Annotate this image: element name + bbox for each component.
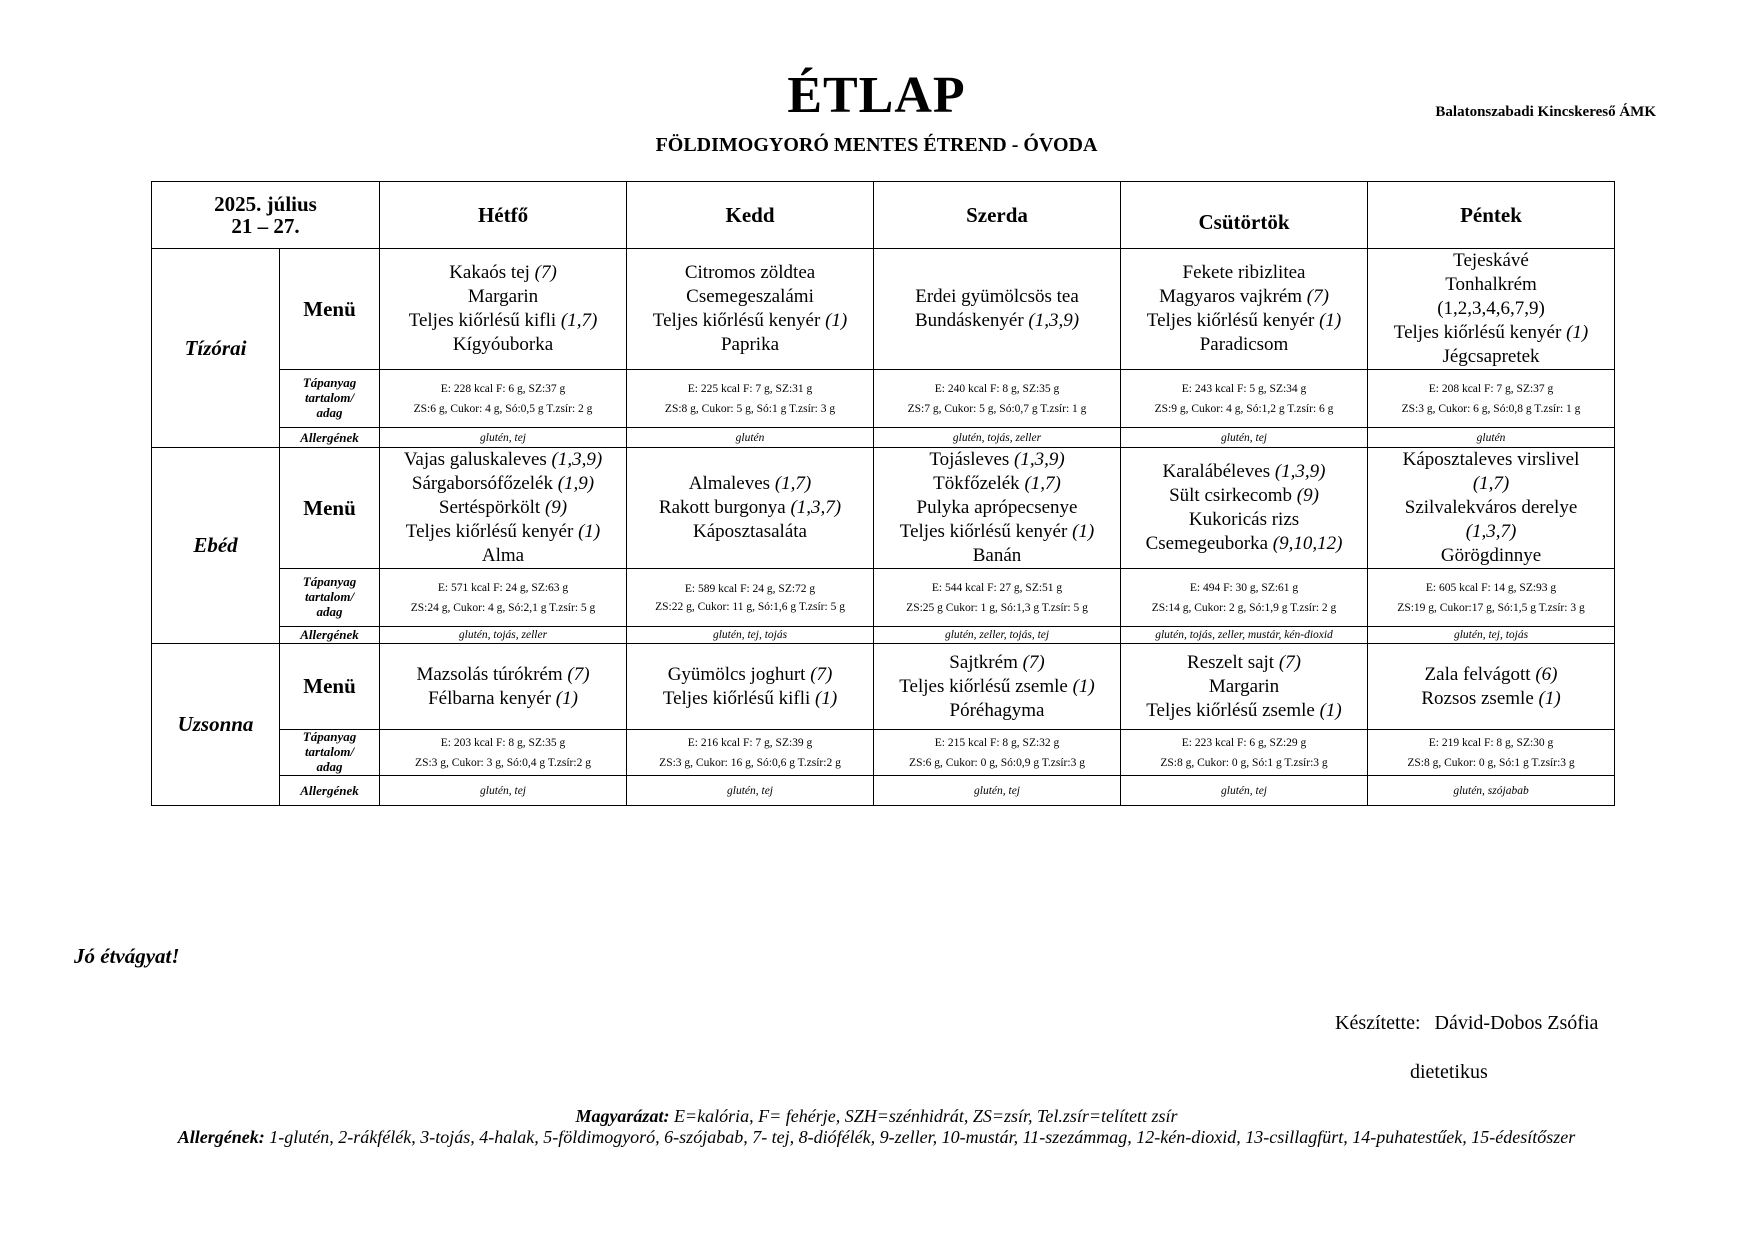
dish-line	[380, 285, 626, 309]
nutrition-line: ZS:8 g, Cukor: 0 g, Só:1 g T.zsír:3 g	[1407, 756, 1575, 769]
nutrition-line: ZS:8 g, Cukor: 0 g, Só:1 g T.zsír:3 g	[1160, 756, 1328, 769]
dish-name: Citromos zöldtea	[684, 262, 816, 283]
row-label-nutrition	[280, 730, 380, 776]
dish-allergen-codes: (6)	[1535, 663, 1558, 685]
nutrition-cell-tuesday	[627, 370, 874, 428]
dish-name: Paradicsom	[1199, 334, 1289, 355]
nutrition-line: ZS:14 g, Cukor: 2 g, Só:1,9 g T.zsír: 2 g	[1151, 601, 1337, 614]
dish-line	[627, 472, 873, 496]
dish-name: Sajtkrém	[949, 651, 1023, 673]
dish-line	[380, 496, 626, 520]
dish-name: Almaleves	[688, 473, 775, 494]
dish-name: Karalábéleves	[1162, 461, 1275, 482]
dish-allergen-codes: (1,3,7)	[790, 497, 842, 518]
row-label-allergens: Allergének	[280, 627, 380, 644]
nutrition-cell-thursday	[1121, 569, 1368, 627]
legend-abbreviations	[90, 1106, 1663, 1127]
dish-line	[627, 520, 873, 544]
page-title: ÉTLAP	[787, 67, 966, 124]
allergen-cell-monday: glutén, tojás, zeller	[380, 627, 627, 644]
dish-line	[1368, 249, 1614, 273]
dish-line	[1121, 484, 1367, 508]
dish-line	[1121, 699, 1367, 723]
row-label-allergens: Allergének	[280, 776, 380, 806]
nutrition-cell-monday	[380, 569, 627, 627]
dish-name: Rozsos zsemle	[1421, 687, 1539, 709]
nutrition-cell-friday	[1368, 569, 1615, 627]
legend	[90, 1106, 1663, 1148]
dish-name: Teljes kiőrlésű kenyér	[899, 521, 1073, 542]
date-days: 21 – 27.	[231, 214, 300, 238]
dish-line	[1368, 687, 1614, 711]
nutrition-line: ZS:22 g, Cukor: 11 g, Só:1,6 g T.zsír: 5 g	[655, 600, 845, 613]
dish-allergen-codes: (7)	[1306, 286, 1329, 307]
nutrition-line: E: 223 kcal F: 6 g, SZ:29 g	[1181, 736, 1307, 749]
nutrition-label-line: Tápanyag	[302, 574, 357, 590]
dish-allergen-codes: (7)	[1278, 651, 1301, 673]
dish-name: Margarin	[1208, 675, 1280, 697]
nutrition-line: E: 219 kcal F: 8 g, SZ:30 g	[1428, 736, 1554, 749]
dish-name: Bundáskenyér	[914, 310, 1029, 331]
dish-line	[380, 448, 626, 472]
dish-line	[1121, 309, 1367, 333]
allergen-cell-thursday: glutén, tej	[1121, 428, 1368, 448]
dish-allergen-codes: (1,7)	[1024, 473, 1061, 494]
nutrition-line: ZS:6 g, Cukor: 4 g, Só:0,5 g T.zsír: 2 g	[413, 402, 593, 415]
dish-line	[380, 309, 626, 333]
nutrition-line: E: 215 kcal F: 8 g, SZ:32 g	[934, 736, 1060, 749]
menu-cell-friday	[1368, 448, 1615, 569]
allergen-cell-wednesday: glutén, tej	[874, 776, 1121, 806]
dish-name: Jégcsapretek	[1442, 346, 1540, 367]
nutrition-row	[152, 730, 1615, 776]
dish-line	[627, 333, 873, 357]
dish-line	[1368, 520, 1614, 544]
allergen-legend-text: 1-glutén, 2-rákfélék, 3-tojás, 4-halak, 5-földimogyoró, 6-szójabab, 7- tej, 8-diófélék, 9-zeller, 10-mustár, 11-szezámmag, 12-kén-dioxid, 13-csillagfürt, 14-puhatestűek, 15-édesítőszer	[269, 1127, 1576, 1147]
header-row	[152, 182, 1615, 249]
dish-line	[1368, 663, 1614, 687]
dish-line	[874, 651, 1120, 675]
meal-name: Uzsonna	[152, 644, 280, 806]
dish-name: Sült csirkecomb	[1169, 485, 1297, 506]
dish-name: Tökfőzelék	[933, 473, 1025, 494]
nutrition-line: ZS:8 g, Cukor: 5 g, Só:1 g T.zsír: 3 g	[664, 402, 836, 415]
page-subtitle: FÖLDIMOGYORÓ MENTES ÉTREND - ÓVODA	[655, 134, 1098, 156]
meal-name: Ebéd	[152, 448, 280, 644]
appetite-wish: Jó étvágyat!	[74, 944, 180, 968]
dish-name: Tejeskávé	[1453, 250, 1529, 271]
dish-name: Erdei gyümölcsös tea	[915, 286, 1079, 307]
dish-line	[1368, 297, 1614, 321]
dish-allergen-codes: (7)	[567, 663, 590, 685]
dish-line	[380, 687, 626, 711]
menu-cell-monday	[380, 448, 627, 569]
menu-row	[152, 448, 1615, 569]
preparer-name: Dávid-Dobos Zsófia	[1434, 1012, 1599, 1034]
dish-name: Banán	[972, 545, 1022, 566]
dish-allergen-codes: (7)	[1022, 651, 1045, 673]
nutrition-line: ZS:3 g, Cukor: 3 g, Só:0,4 g T.zsír:2 g	[415, 756, 591, 769]
dish-line	[627, 261, 873, 285]
menu-cell-friday	[1368, 249, 1615, 370]
dish-line	[380, 333, 626, 357]
day-header-thursday: Csütörtök	[1121, 182, 1368, 249]
dish-line	[1368, 496, 1614, 520]
dish-allergen-codes: (1,7)	[1472, 473, 1510, 494]
row-label-menu: Menü	[280, 644, 380, 730]
nutrition-label-line: Tápanyag	[302, 729, 357, 745]
allergen-row	[152, 627, 1615, 644]
dish-allergen-codes: (1)	[815, 687, 838, 709]
dish-name: Paprika	[720, 334, 780, 355]
dish-name: Teljes kiőrlésű kenyér	[652, 310, 826, 331]
nutrition-line: E: 544 kcal F: 27 g, SZ:51 g	[931, 581, 1063, 594]
allergen-cell-thursday: glutén, tej	[1121, 776, 1368, 806]
nutrition-cell-wednesday	[874, 370, 1121, 428]
nutrition-line: ZS:3 g, Cukor: 6 g, Só:0,8 g T.zsír: 1 g	[1401, 402, 1581, 415]
dish-line	[874, 520, 1120, 544]
nutrition-row	[152, 370, 1615, 428]
dish-line	[874, 496, 1120, 520]
nutrition-line: ZS:6 g, Cukor: 0 g, Só:0,9 g T.zsír:3 g	[909, 756, 1085, 769]
allergen-row	[152, 428, 1615, 448]
dish-line	[380, 544, 626, 568]
dish-name: Teljes kiőrlésű kifli	[408, 310, 561, 331]
dish-name: Kígyóuborka	[452, 334, 554, 355]
dish-name: Teljes kiőrlésű kenyér	[405, 521, 579, 542]
menu-cell-tuesday	[627, 448, 874, 569]
dish-allergen-codes: (1,3,9)	[1028, 310, 1080, 331]
allergen-cell-tuesday: glutén, tej	[627, 776, 874, 806]
dish-allergen-codes: (1)	[555, 687, 578, 709]
dish-line	[1368, 448, 1614, 472]
dish-name: (1,2,3,4,6,7,9)	[1437, 298, 1545, 319]
nutrition-line: E: 571 kcal F: 24 g, SZ:63 g	[437, 581, 569, 594]
nutrition-cell-friday	[1368, 730, 1615, 776]
nutrition-line: E: 494 F: 30 g, SZ:61 g	[1189, 581, 1299, 594]
dish-line	[1121, 532, 1367, 556]
dish-line	[1121, 285, 1367, 309]
dish-name: Tonhalkrém	[1445, 274, 1537, 295]
nutrition-cell-monday	[380, 730, 627, 776]
dish-allergen-codes: (9)	[544, 497, 568, 518]
dish-name: Sárgaborsófőzelék	[411, 473, 558, 494]
nutrition-cell-thursday	[1121, 370, 1368, 428]
nutrition-label-line: Tápanyag	[302, 375, 357, 391]
dish-name: Kakaós tej	[449, 262, 535, 283]
institution-name: Balatonszabadi Kincskereső ÁMK	[1435, 104, 1656, 120]
row-label-nutrition	[280, 370, 380, 428]
menu-cell-thursday	[1121, 249, 1368, 370]
dish-line	[1368, 321, 1614, 345]
allergen-cell-monday: glutén, tej	[380, 776, 627, 806]
nutrition-label-line: adag	[316, 758, 343, 774]
row-label-allergens: Allergének	[280, 428, 380, 448]
dish-allergen-codes: (9)	[1296, 485, 1319, 506]
dish-allergen-codes: (1)	[1319, 310, 1342, 331]
dish-allergen-codes: (7)	[534, 262, 557, 283]
menu-row	[152, 249, 1615, 370]
dish-name: Zala felvágott	[1424, 663, 1536, 685]
allergen-cell-tuesday: glutén	[627, 428, 874, 448]
nutrition-line: E: 225 kcal F: 7 g, SZ:31 g	[687, 382, 813, 395]
dish-line	[380, 472, 626, 496]
dish-name: Sertéspörkölt	[438, 497, 545, 518]
dish-line	[380, 663, 626, 687]
nutrition-line: ZS:19 g, Cukor:17 g, Só:1,5 g T.zsír: 3 g	[1397, 601, 1585, 614]
dish-name: Mazsolás túrókrém	[416, 663, 568, 685]
nutrition-label-line: adag	[316, 603, 343, 619]
dish-name: Pulyka aprópecsenye	[916, 497, 1078, 518]
nutrition-label-line: tartalom/	[304, 589, 355, 605]
dish-line	[627, 687, 873, 711]
dish-name: Alma	[481, 545, 525, 566]
allergen-cell-tuesday: glutén, tej, tojás	[627, 627, 874, 644]
dish-line	[874, 675, 1120, 699]
nutrition-label-line: tartalom/	[304, 390, 355, 406]
dish-line	[1368, 544, 1614, 568]
dish-name: Reszelt sajt	[1187, 651, 1279, 673]
dish-name: Káposztasaláta	[693, 521, 807, 542]
dish-name: Teljes kiőrlésű zsemle	[1146, 699, 1320, 721]
dish-allergen-codes: (1)	[1566, 322, 1589, 343]
allergen-legend-label: Allergének:	[177, 1127, 265, 1147]
dish-line	[1121, 460, 1367, 484]
menu-cell-wednesday	[874, 644, 1121, 730]
dish-name: Félbarna kenyér	[428, 687, 556, 709]
prepared-label: Készítette:	[1335, 1012, 1421, 1034]
dish-name: Póréhagyma	[949, 699, 1045, 721]
nutrition-line: ZS:24 g, Cukor: 4 g, Só:2,1 g T.zsír: 5 g	[410, 601, 596, 614]
dish-name: Káposztaleves virslivel	[1402, 449, 1580, 470]
dish-allergen-codes: (1)	[1319, 699, 1342, 721]
menu-cell-tuesday	[627, 644, 874, 730]
dish-name: Görögdinnye	[1440, 545, 1542, 566]
nutrition-row	[152, 569, 1615, 627]
allergen-cell-friday: glutén	[1368, 428, 1615, 448]
dish-line	[1368, 472, 1614, 496]
nutrition-cell-thursday	[1121, 730, 1368, 776]
dish-allergen-codes: (1,7)	[774, 473, 812, 494]
menu-cell-thursday	[1121, 644, 1368, 730]
date-month: 2025. július	[214, 191, 317, 216]
dish-name: Rakott burgonya	[658, 497, 791, 518]
dish-line	[627, 663, 873, 687]
dish-allergen-codes: (1)	[1072, 521, 1095, 542]
dish-allergen-codes: (1,9)	[557, 473, 595, 494]
dish-allergen-codes: (1)	[578, 521, 601, 542]
nutrition-line: ZS:25 g Cukor: 1 g, Só:1,3 g T.zsír: 5 g	[906, 601, 1088, 614]
dish-name: Vajas galuskaleves	[403, 449, 552, 470]
meal-name: Tízórai	[152, 249, 280, 448]
dish-line	[380, 520, 626, 544]
dish-name: Csemegeuborka	[1145, 533, 1273, 554]
menu-cell-wednesday	[874, 448, 1121, 569]
dish-line	[1121, 675, 1367, 699]
dish-allergen-codes: (1,7)	[560, 310, 598, 331]
day-header-tuesday: Kedd	[627, 182, 874, 249]
dish-name: Tojásleves	[929, 449, 1015, 470]
date-range-cell	[152, 182, 380, 249]
nutrition-line: E: 228 kcal F: 6 g, SZ:37 g	[440, 382, 566, 395]
nutrition-line: ZS:9 g, Cukor: 4 g, Só:1,2 g T.zsír: 6 g	[1154, 402, 1334, 415]
dish-allergen-codes: (1)	[1538, 687, 1561, 709]
dish-allergen-codes: (1)	[825, 310, 848, 331]
dish-line	[627, 309, 873, 333]
dish-line	[380, 261, 626, 285]
dish-line	[874, 309, 1120, 333]
legend-allergens	[90, 1127, 1663, 1148]
day-header-monday: Hétfő	[380, 182, 627, 249]
dish-name: Teljes kiőrlésű kenyér	[1393, 322, 1567, 343]
legend-label: Magyarázat:	[575, 1106, 670, 1126]
allergen-cell-wednesday: glutén, tojás, zeller	[874, 428, 1121, 448]
weekly-menu-table	[151, 181, 1615, 806]
dish-line	[627, 285, 873, 309]
allergen-cell-friday: glutén, tej, tojás	[1368, 627, 1615, 644]
dish-line	[874, 285, 1120, 309]
menu-cell-friday	[1368, 644, 1615, 730]
nutrition-line: E: 203 kcal F: 8 g, SZ:35 g	[440, 736, 566, 749]
dish-name: Teljes kiőrlésű zsemle	[899, 675, 1073, 697]
dish-name: Margarin	[467, 286, 539, 307]
allergen-cell-wednesday: glutén, zeller, tojás, tej	[874, 627, 1121, 644]
legend-text: E=kalória, F= fehérje, SZH=szénhidrát, ZS=zsír, Tel.zsír=telített zsír	[673, 1106, 1178, 1126]
nutrition-label-line: tartalom/	[304, 744, 355, 760]
dish-name: Teljes kiőrlésű kenyér	[1146, 310, 1320, 331]
nutrition-line: E: 240 kcal F: 8 g, SZ:35 g	[934, 382, 1060, 395]
dish-name: Teljes kiőrlésű kifli	[662, 687, 816, 709]
dish-allergen-codes: (9,10,12)	[1272, 533, 1343, 554]
dish-name: Szilvalekváros derelye	[1404, 497, 1578, 518]
day-header-friday: Péntek	[1368, 182, 1615, 249]
dish-allergen-codes: (1,3,9)	[551, 449, 603, 470]
dish-name: Kukoricás rizs	[1188, 509, 1300, 530]
allergen-cell-thursday: glutén, tojás, zeller, mustár, kén-dioxid	[1121, 627, 1368, 644]
dish-allergen-codes: (7)	[810, 663, 833, 685]
menu-row	[152, 644, 1615, 730]
menu-cell-thursday	[1121, 448, 1368, 569]
allergen-row	[152, 776, 1615, 806]
prepared-by	[1335, 1012, 1598, 1035]
allergen-cell-monday: glutén, tej	[380, 428, 627, 448]
nutrition-line: E: 216 kcal F: 7 g, SZ:39 g	[687, 736, 813, 749]
dish-allergen-codes: (1,3,9)	[1014, 449, 1065, 470]
dish-name: Fekete ribizlitea	[1182, 262, 1306, 283]
nutrition-cell-tuesday	[627, 569, 874, 627]
dish-name: Csemegeszalámi	[686, 286, 814, 307]
dish-allergen-codes: (1)	[1072, 675, 1095, 697]
dish-line	[627, 496, 873, 520]
dish-allergen-codes: (1,3,9)	[1274, 461, 1326, 482]
preparer-role: dietetikus	[1410, 1061, 1488, 1083]
nutrition-cell-wednesday	[874, 569, 1121, 627]
menu-cell-tuesday	[627, 249, 874, 370]
dish-line	[1121, 261, 1367, 285]
menu-cell-monday	[380, 249, 627, 370]
dish-line	[874, 448, 1120, 472]
dish-line	[1121, 333, 1367, 357]
row-label-nutrition	[280, 569, 380, 627]
dish-line	[1368, 273, 1614, 297]
nutrition-line: ZS:3 g, Cukor: 16 g, Só:0,6 g T.zsír:2 g	[659, 756, 841, 769]
dish-line	[874, 699, 1120, 723]
dish-line	[1368, 345, 1614, 369]
day-header-wednesday: Szerda	[874, 182, 1121, 249]
menu-cell-wednesday	[874, 249, 1121, 370]
dish-name: Gyümölcs joghurt	[667, 663, 811, 685]
dish-line	[874, 544, 1120, 568]
dish-line	[874, 472, 1120, 496]
allergen-cell-friday: glutén, szójabab	[1368, 776, 1615, 806]
nutrition-label-line: adag	[316, 404, 343, 420]
nutrition-cell-monday	[380, 370, 627, 428]
nutrition-cell-tuesday	[627, 730, 874, 776]
menu-cell-monday	[380, 644, 627, 730]
nutrition-line: E: 208 kcal F: 7 g, SZ:37 g	[1428, 382, 1554, 395]
row-label-menu: Menü	[280, 448, 380, 569]
nutrition-cell-wednesday	[874, 730, 1121, 776]
dish-name: Magyaros vajkrém	[1159, 286, 1307, 307]
row-label-menu: Menü	[280, 249, 380, 370]
dish-line	[1121, 651, 1367, 675]
nutrition-line: E: 589 kcal F: 24 g, SZ:72 g	[684, 582, 816, 595]
nutrition-line: E: 243 kcal F: 5 g, SZ:34 g	[1181, 382, 1307, 395]
nutrition-cell-friday	[1368, 370, 1615, 428]
dish-allergen-codes: (1,3,7)	[1465, 521, 1517, 542]
nutrition-line: E: 605 kcal F: 14 g, SZ:93 g	[1425, 581, 1557, 594]
nutrition-line: ZS:7 g, Cukor: 5 g, Só:0,7 g T.zsír: 1 g	[907, 402, 1087, 415]
dish-line	[1121, 508, 1367, 532]
